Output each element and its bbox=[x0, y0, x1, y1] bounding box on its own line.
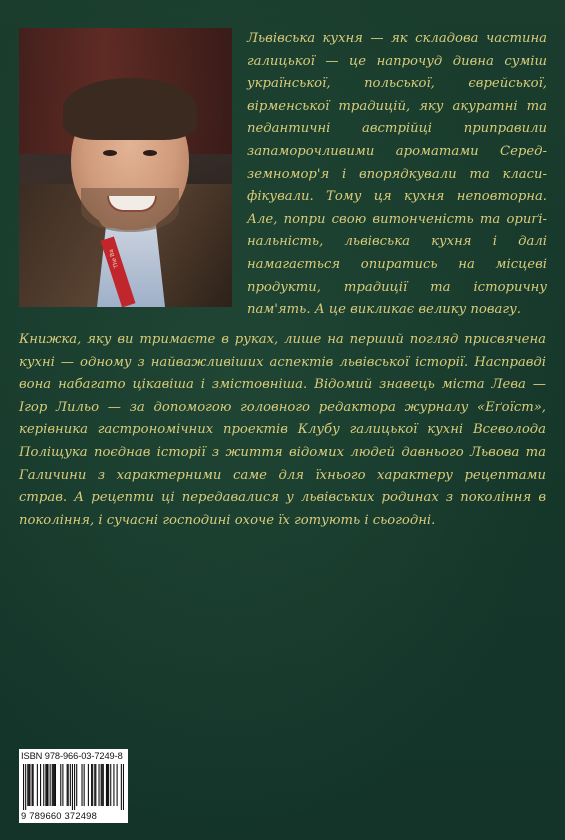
barcode-bar bbox=[60, 764, 61, 806]
barcode-digits: 9 789660 372498 bbox=[21, 810, 97, 821]
barcode-bar bbox=[28, 764, 29, 806]
barcode-bar bbox=[95, 764, 96, 806]
barcode-bar bbox=[113, 764, 114, 806]
barcode-bar bbox=[76, 764, 77, 806]
barcode-bar bbox=[40, 764, 41, 806]
barcode-bar bbox=[106, 764, 107, 806]
intro-paragraph: Львівська кухня — як складова частина галицької — це напрочуд дивна суміш української, польської, єврейської, вірменської традицій, яку акуратні та педантичні австрійці приправили запаморочливими ароматами Серед-земномор'я і впорядкували та класи-фікували. Тому ця кухня неповторна. Але, попри свою витонченість та ориґі-нальність, львівська кухня і далі намагається опиратись на місцеві продукти, традиції та історичну пам'ять. А це викликає велику повагу. bbox=[247, 31, 547, 318]
barcode-bar bbox=[33, 764, 34, 806]
barcode-bar bbox=[27, 764, 28, 806]
barcode-bar bbox=[45, 764, 46, 806]
barcode-bar bbox=[91, 764, 92, 806]
barcode-bar bbox=[74, 764, 75, 810]
author-photo bbox=[19, 28, 232, 307]
barcode-bar bbox=[101, 764, 102, 806]
barcode-bar bbox=[98, 764, 99, 806]
barcode-bar bbox=[81, 764, 82, 806]
barcode-bar bbox=[52, 764, 53, 806]
photo-eye-left bbox=[103, 150, 117, 156]
isbn-barcode bbox=[19, 749, 128, 823]
barcode-bar bbox=[55, 764, 56, 806]
isbn-label: ISBN 978-966-03-7249-8 bbox=[21, 751, 123, 761]
barcode-bar bbox=[72, 764, 73, 810]
intro-text-block bbox=[247, 28, 547, 322]
barcode-bar bbox=[102, 764, 103, 806]
barcode-bar bbox=[23, 764, 24, 810]
barcode-bar bbox=[68, 764, 69, 806]
barcode-bar bbox=[47, 764, 48, 806]
barcode-bar bbox=[121, 764, 122, 810]
barcode-bar bbox=[110, 764, 111, 806]
barcode-bar bbox=[67, 764, 68, 806]
photo-hair bbox=[63, 78, 197, 140]
barcode-bar bbox=[46, 764, 47, 806]
barcode-bar bbox=[84, 764, 85, 806]
barcode-bar bbox=[62, 764, 63, 806]
description-text-block bbox=[19, 329, 546, 532]
photo-eye-right bbox=[143, 150, 157, 156]
barcode-bar bbox=[54, 764, 55, 806]
barcode-bar bbox=[123, 764, 124, 810]
barcode-bar bbox=[43, 764, 44, 806]
barcode-bar bbox=[37, 764, 38, 806]
barcode-bar bbox=[92, 764, 93, 806]
barcode-bar bbox=[117, 764, 118, 806]
barcode-bar bbox=[70, 764, 71, 806]
barcode-bar bbox=[53, 764, 54, 806]
barcode-bar bbox=[25, 764, 26, 810]
barcode-bar bbox=[103, 764, 104, 806]
barcode-bar bbox=[29, 764, 30, 806]
description-paragraph: Книжка, яку ви тримаєте в руках, лише на перший погляд присвячена кухні — одному з найважливіших аспектів львівської історії. Насправді вона набагато цікавіша і змістовніша. Відомий знавець міста Лева — Ігор Лильо — за допомогою головного редактора журналу «Еґоїст», керівника гастрономічних проектів Клубу галицької кухні Всеволода Поліщука поєднав історії з життя відомих людей давнього Львова та Галичини з характерними саме для їхнього характеру рецептами страв. А рецепти ці передавалися у львівських родинах з покоління в покоління, і сучасні господині охоче їх готують і сьогодні. bbox=[19, 332, 546, 528]
barcode-bar bbox=[50, 764, 51, 806]
barcode-bars bbox=[23, 764, 124, 810]
barcode-bar bbox=[108, 764, 109, 806]
barcode-bar bbox=[32, 764, 33, 806]
lanyard-text: The Ba bbox=[108, 248, 121, 269]
barcode-bar bbox=[107, 764, 108, 806]
barcode-bar bbox=[94, 764, 95, 806]
barcode-bar bbox=[88, 764, 89, 806]
